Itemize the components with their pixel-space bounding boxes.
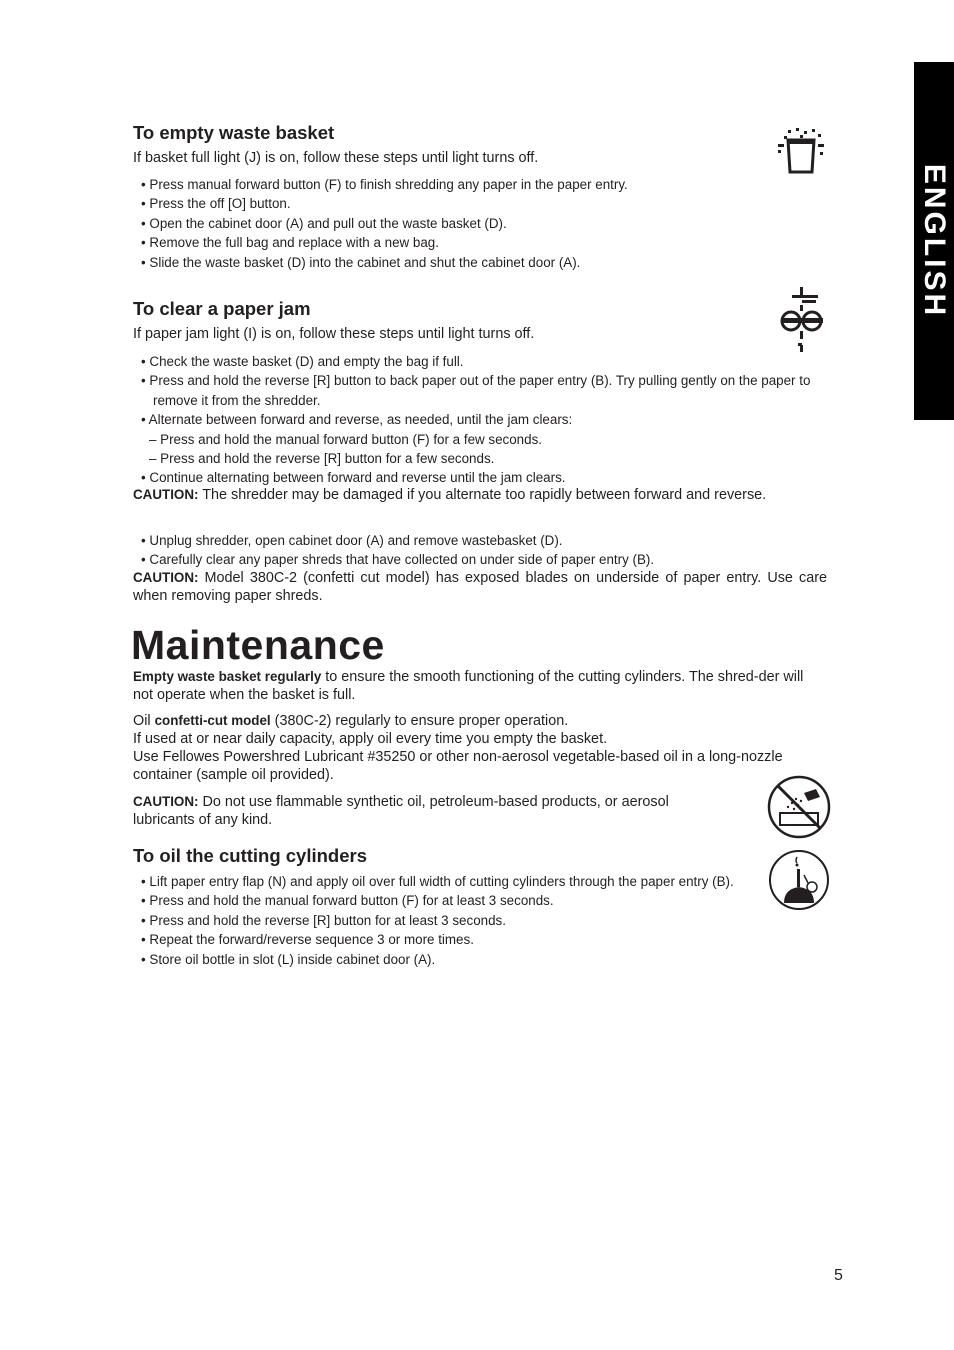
caution-text: Model 380C-2 (confetti cut model) has exposed blades on underside of paper entry. Use care when removing paper shreds. bbox=[133, 570, 827, 604]
list-item: • Press and hold the reverse [R] button for at least 3 seconds. bbox=[141, 912, 506, 928]
caution-label: CAUTION: bbox=[133, 570, 199, 585]
list-item: • Store oil bottle in slot (L) inside cabinet door (A). bbox=[141, 951, 436, 967]
maintenance-p2 bbox=[133, 712, 823, 730]
paper-jam-steps bbox=[137, 352, 817, 488]
paragraph-text: Oil bbox=[133, 713, 155, 729]
no-aerosol-icon bbox=[766, 775, 832, 839]
list-item: • Lift paper entry flap (N) and apply oil over full width of cutting cylinders through the paper entry (B). bbox=[141, 874, 734, 889]
maintenance-p1 bbox=[133, 668, 823, 704]
list-item: • Repeat the forward/reverse sequence 3 or more times. bbox=[141, 932, 474, 948]
list-item: – Press and hold the reverse [R] button for a few seconds. bbox=[149, 451, 495, 467]
paper-jam-steps-b bbox=[137, 531, 817, 570]
oil-cylinders-heading: To oil the cutting cylinders bbox=[133, 845, 368, 866]
bold-phrase: confetti-cut model bbox=[154, 713, 271, 728]
list-item: • Press the off [O] button. bbox=[141, 196, 291, 212]
list-item: • Press and hold the manual forward button (F) for at least 3 seconds. bbox=[141, 893, 554, 909]
caution-label: CAUTION: bbox=[133, 487, 199, 502]
bold-phrase: Empty waste basket regularly bbox=[133, 669, 322, 684]
basket-full-light-icon bbox=[774, 126, 828, 176]
caution-text: The shredder may be damaged if you alternate too rapidly between forward and reverse. bbox=[198, 487, 767, 503]
list-item: – Press and hold the manual forward button (F) for a few seconds. bbox=[149, 431, 542, 447]
list-item: • Press manual forward button (F) to finish shredding any paper in the paper entry. bbox=[141, 177, 628, 192]
oil-bottle-icon bbox=[768, 849, 830, 911]
list-item: • Check the waste basket (D) and empty the bag if full. bbox=[141, 354, 464, 369]
page-number: 5 bbox=[834, 1267, 843, 1284]
empty-basket-steps bbox=[137, 175, 777, 272]
list-item: • Remove the full bag and replace with a new bag. bbox=[141, 235, 439, 251]
list-item: • Alternate between forward and reverse, as needed, until the jam clears: bbox=[141, 412, 573, 428]
maintenance-title: Maintenance bbox=[131, 622, 385, 668]
language-tab bbox=[914, 62, 954, 420]
list-item: • Carefully clear any paper shreds that have collected on under side of paper entry (B). bbox=[141, 552, 655, 568]
maintenance-p4: Use Fellowes Powershred Lubricant #35250 or other non-aerosol vegetable-based oil in a long-nozzle container (sample oil provided). bbox=[133, 749, 783, 783]
oil-cylinders-steps bbox=[137, 872, 737, 969]
paper-jam-heading: To clear a paper jam bbox=[133, 298, 311, 319]
caution-label: CAUTION: bbox=[133, 794, 199, 809]
language-tab-label: ENGLISH bbox=[918, 163, 951, 319]
empty-basket-heading: To empty waste basket bbox=[133, 122, 335, 143]
paper-jam-light-icon bbox=[778, 285, 826, 353]
caution-text: Do not use flammable synthetic oil, petroleum-based products, or aerosol lubricants of any kind. bbox=[133, 794, 669, 828]
paragraph-text: to ensure the smooth functioning of the cutting cylinders. The shred-der will not operate when the basket is full. bbox=[133, 669, 804, 703]
paper-jam-caution-2 bbox=[133, 569, 827, 605]
empty-basket-intro: If basket full light (J) is on, follow these steps until light turns off. bbox=[133, 150, 539, 166]
maintenance-p3: If used at or near daily capacity, apply oil every time you empty the basket. bbox=[133, 731, 608, 747]
list-item: • Open the cabinet door (A) and pull out the waste basket (D). bbox=[141, 215, 507, 231]
list-item: • Unplug shredder, open cabinet door (A) and remove wastebasket (D). bbox=[141, 533, 563, 548]
maintenance-caution bbox=[133, 793, 733, 829]
paper-jam-intro: If paper jam light (I) is on, follow these steps until light turns off. bbox=[133, 326, 535, 342]
list-item: • Press and hold the reverse [R] button to back paper out of the paper entry (B). Try pulling gently on the paper to remove it from the shredder. bbox=[141, 373, 811, 408]
paragraph-text: (380C-2) regularly to ensure proper operation. bbox=[270, 713, 569, 729]
paper-jam-caution-1 bbox=[133, 486, 823, 504]
list-item: • Slide the waste basket (D) into the cabinet and shut the cabinet door (A). bbox=[141, 254, 581, 270]
list-item: • Continue alternating between forward and reverse until the jam clears. bbox=[141, 470, 566, 486]
